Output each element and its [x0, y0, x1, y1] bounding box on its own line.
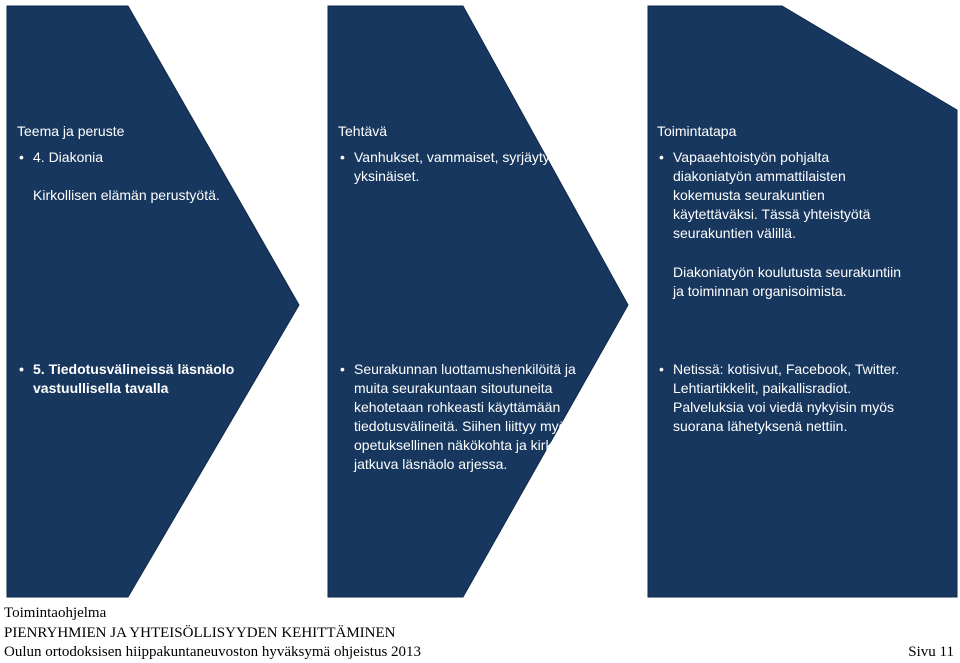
row2-col3-bullet: [657, 360, 899, 436]
row1-col3-extra-line: ja toiminnan organisoimista.: [673, 283, 847, 299]
row1-col3-extra: [657, 263, 901, 301]
row1-col2-bullet: [338, 148, 581, 186]
panel-left: [7, 6, 299, 597]
row2-col2-bullet-line: kehotetaan rohkeasti käyttämään: [354, 399, 561, 415]
row1-col3-bullet: [657, 148, 870, 243]
row2-col2-bullet: [338, 360, 576, 474]
row2-col1-bullet-line: vastuullisella tavalla: [33, 380, 169, 396]
panel-middle: [328, 6, 628, 597]
row1-col2-heading: Tehtävä: [338, 123, 388, 139]
row2-col3-bullet-line: Lehtiartikkelit, paikallisradiot.: [673, 380, 852, 396]
footer-title: Toimintaohjelma: [4, 605, 107, 621]
row2-col1-bullet: [17, 360, 234, 398]
row2-col2-bullet-line: muita seurakuntaan sitoutuneita: [354, 380, 553, 396]
row1-col3-heading: Toimintatapa: [657, 123, 737, 139]
footer-subtitle: PIENRYHMIEN JA YHTEISÖLLISYYDEN KEHITTÄMINEN: [4, 625, 396, 641]
row2-col2-bullet-line: opetuksellinen näkökohta ja kirkon: [354, 437, 569, 453]
row1-col3-bullet-line: seurakuntien välillä.: [673, 225, 796, 241]
row1-col1-bullet: • 4. Diakonia: [17, 148, 960, 167]
row2-col2-bullet-line: tiedotusvälineitä. Siihen liittyy myös: [354, 418, 574, 434]
row2-col3-bullet-line: Palveluksia voi viedä nykyisin myös: [673, 399, 894, 415]
row1-col1-heading: Teema ja peruste: [17, 123, 125, 139]
row1-col3-extra-line: Diakoniatyön koulutusta seurakuntiin: [673, 264, 902, 280]
panel-right: [648, 6, 957, 597]
row2-col3-bullet-line: • Netissä: kotisivut, Facebook, Twitter.: [657, 360, 899, 379]
row1-col3-bullet-line: • Vapaaehtoistyön pohjalta: [657, 148, 870, 167]
row2-col1-bullet-line: • 5. Tiedotusvälineissä läsnäolo: [17, 360, 234, 379]
footer-approval: Oulun ortodoksisen hiippakuntaneuvoston hyväksymä ohjeistus 2013: [4, 644, 422, 660]
row1-col3-bullet-line: käytettäväksi. Tässä yhteistyötä: [673, 206, 871, 222]
row1-col1-text: Kirkollisen elämän perustyötä.: [33, 187, 220, 203]
page-number: Sivu 11: [908, 644, 954, 660]
row1-col2-bullet-line: yksinäiset.: [354, 168, 420, 184]
row2-col3-bullet-line: suorana lähetyksenä nettiin.: [673, 418, 848, 434]
row1-col2-bullet-line: • Vanhukset, vammaiset, syrjäytyneet,: [338, 148, 581, 167]
row1-col3-bullet-line: kokemusta seurakuntien: [673, 187, 825, 203]
row2-col2-bullet-line: jatkuva läsnäolo arjessa.: [354, 456, 508, 472]
row1-col3-bullet-line: diakoniatyön ammattilaisten: [673, 168, 846, 184]
row2-col2-bullet-line: • Seurakunnan luottamushenkilöitä ja: [338, 360, 576, 379]
